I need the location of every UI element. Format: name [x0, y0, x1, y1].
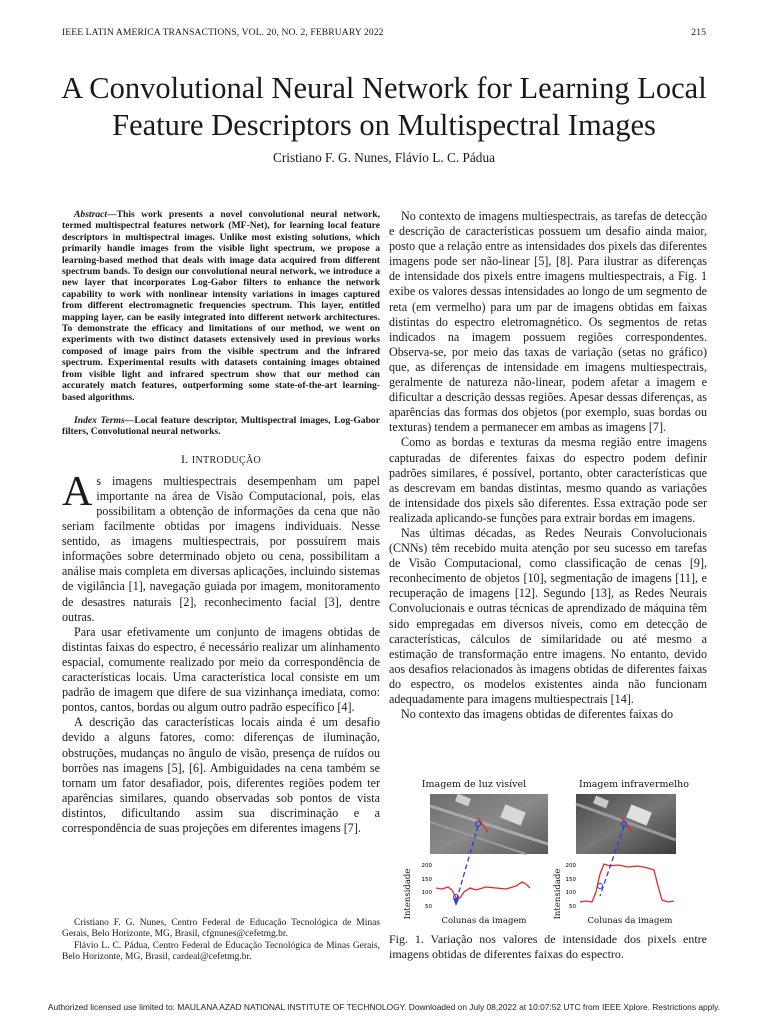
paragraph-right-4: No contexto das imagens obtidas de diferentes faixas do — [401, 707, 674, 722]
page-number: 215 — [691, 27, 706, 38]
abstract-label: Abstract — [74, 209, 108, 220]
paragraph-right-3: Nas últimas décadas, as Redes Neurais Convolucionais (CNNs) têm recebido muita atenção por seu sucesso em tarefas de Visão Computacional, como classificação de cenas [9], reconhecimento de objetos [10], segmentação de imagens [11], e recuperação de imagens [12]. Segundo [13], as Redes Neurais Convolucionais e outras técnicas de aprendizado de máquina têm sido empregadas em diversos níveis, como em detecção de características, cálculos de similaridade ou até mesmo a estimação de transformação entre imagens. No entanto, devido aos desafios relacionados às imagens obtidas de diferentes faixas do espectro, os modelos existentes ainda não funcionam adequadamente para imagens multiespectrais [14]. — [389, 525, 707, 706]
left-panel-title: Imagem de luz visível — [421, 779, 527, 790]
footnote-author-1: Cristiano F. G. Nunes, Centro Federal de Educação Tecnológica de Minas Gerais, Belo Horizonte, MG, Brasil, cfgnunes@cefetmg.br. — [62, 918, 380, 940]
index-terms — [62, 415, 380, 438]
index-terms-text: —Local feature descriptor, Multispectral images, Log-Gabor filters, Convolutional neural networks. — [62, 414, 380, 438]
figure-caption: Fig. 1. Variação nos valores de intensidade dos pixels entre imagens obtidas de diferentes faixas do espectro. — [389, 932, 707, 961]
left-tick-50: 50 — [425, 904, 432, 910]
right-intensity-curve — [580, 864, 674, 902]
footnote-author-2: Flávio L. C. Pádua, Centro Federal de Educação Tecnológica de Minas Gerais, Belo Horizonte, MG, Brasil, cardeal@cefetmg.br. — [62, 940, 380, 962]
running-header — [62, 27, 706, 41]
paragraph-right-2: Como as bordas e texturas da mesma região entre imagens capturadas de diferentes faixas do espectro podem definir padrões similares, é possível, portanto, obter características que as descrevam em bandas distintas, mesmo quando as variações de intensidade dos pixels são diferentes. Essa extração pode ser realizada aplicando-se funções para extrair bordas em imagens. — [389, 435, 707, 525]
right-ylabel: Intensidade — [553, 868, 563, 920]
left-tick-200: 200 — [421, 863, 432, 869]
abstract-text: —This work presents a novel convolutional neural network, termed multispectral features network (MF-Net), for learning local feature descriptors in multispectral images. Unlike most existing solutions, which primarily handle images from the visible light spectrum, we propose a learning-based method that deals with image data acquired from different spectrum bands. To design our convolutional neural network, we introduce a new layer that incorporates Log-Gabor filters to enhance the network capability to work with nonlinear intensity variations in images captured from different electromagnetic frequencies spectrum. This layer, entitled mapping layer, can be easily integrated into different network architectures. To demonstrate the efficacy and limitations of our method, we went on experiments with two distinct datasets extensively used in previous works composed of image pairs from the visible spectrum and the infrared spectrum. Experimental results with datasets containing images obtained from visible light and infrared spectrum show that our method can accurately match features, outperforming some state-of-the-art learning-based algorithms. — [62, 209, 380, 403]
drop-cap: A — [62, 468, 93, 515]
section-numeral: I. — [180, 451, 189, 466]
figure-1 — [396, 774, 706, 926]
left-ylabel: Intensidade — [403, 868, 413, 920]
right-xlabel: Colunas da imagem — [587, 916, 673, 926]
paper-title — [40, 70, 728, 144]
index-terms-label: Index Terms — [74, 414, 125, 426]
license-footer: Authorized licensed use limited to: MAULANA AZAD NATIONAL INSTITUTE OF TECHNOLOGY. Downloaded on July 08,2022 at 10:07:52 UTC from IEEE Xplore. Restrictions apply. — [47, 1002, 721, 1012]
left-xlabel: Colunas da imagem — [441, 916, 527, 926]
section-title: INTRODUÇÃO — [191, 454, 262, 466]
paragraph-intro-1: As imagens multiespectrais desempenham um papel importante na área de Visão Computacional, pois, elas possibilitam a obtenção de informações da cena que não seriam facilmente obtidas por imagens individuais. Nesse sentido, as imagens multiespectrais, por possuírem mais informações sobre determinado objeto ou cena, possibilitam a análise mais completa em diversas aplicações, incluindo sistemas de vigilância [1], navegação guiada por imagem, monitoramento de desastres naturais [2], reconhecimento facial [3], dentre outras. — [62, 468, 380, 624]
left-tick-100: 100 — [421, 890, 432, 896]
right-tick-50: 50 — [569, 904, 576, 910]
right-panel-title: Imagem infravermelho — [578, 779, 690, 790]
paragraph-intro-2: Para usar efetivamente um conjunto de imagens obtidas de distintas faixas do espectro, é necessário realizar um alinhamento espacial, comumente realizado por meio da correspondência de características locais. Uma característica local consiste em um padrão de imagem que difere de sua vizinhança imediata, como: pontos, cantos, bordas ou algum outro padrão específico [4]. — [62, 624, 380, 715]
section-heading — [62, 452, 380, 468]
right-tick-150: 150 — [565, 877, 576, 883]
left-intensity-curve — [436, 882, 530, 898]
abstract — [62, 209, 380, 403]
visible-light-photo — [430, 794, 548, 854]
title-line-1: A Convolutional Neural Network for Learning Local — [61, 71, 707, 105]
left-tick-150: 150 — [421, 877, 432, 883]
infrared-photo — [576, 794, 676, 854]
right-tick-100: 100 — [565, 890, 576, 896]
paragraph-intro-3: A descrição das características locais ainda é um desafio devido a alguns fatores, como: diferenças de iluminação, obstruções, mudanças no ângulo de visão, presença de ruídos ou borrões nas imagens [5], [6]. Ambiguidades na cena também se tornam um fator desafiador, pois, diferentes regiões podem ter aparências similares, quando observadas sob pontos de vista distintos, dificultando assim sua discriminação e a correspondência de suas projeções em diferentes imagens [7]. — [62, 715, 380, 835]
authors: Cristiano F. G. Nunes, Flávio L. C. Pádua — [272, 150, 496, 165]
figure-1-graphic — [396, 774, 706, 926]
right-tick-200: 200 — [565, 863, 576, 869]
journal-name: IEEE LATIN AMERICA TRANSACTIONS, VOL. 20, NO. 2, FEBRUARY 2022 — [62, 27, 384, 38]
footnotes — [62, 918, 380, 963]
title-line-2: Feature Descriptors on Multispectral Images — [112, 108, 656, 142]
left-column — [62, 209, 380, 836]
paragraph-right-1: No contexto de imagens multiespectrais, as tarefas de detecção e descrição de características possuem um desafio ainda maior, posto que a relação entre as intensidades dos pixels das diferentes imagens pode ser não-linear [5], [8]. Para ilustrar as diferenças de intensidade dos pixels entre imagens multiespectrais, a Fig. 1 exibe os valores dessas intensidades ao longo de um segmento de reta (em vermelho) para um par de imagens obtidas em faixas distintas do espectro eletromagnético. Os segmentos de retas indicados na imagem possuem regiões correspondentes. Observa-se, por meio das taxas de variação (setas no gráfico) que, as diferenças de intensidade em imagens multiespectrais, geralmente de natureza não-linear, podem afetar a imagem e dificultar a descrição dessas regiões. Apesar dessas diferenças, as aparências das formas dos objetos (por exemplo, suas bordas ou texturas) tendem a permanecer em ambas as imagens [7]. — [389, 209, 707, 435]
right-rate-marker — [598, 884, 603, 889]
right-column — [389, 209, 707, 722]
